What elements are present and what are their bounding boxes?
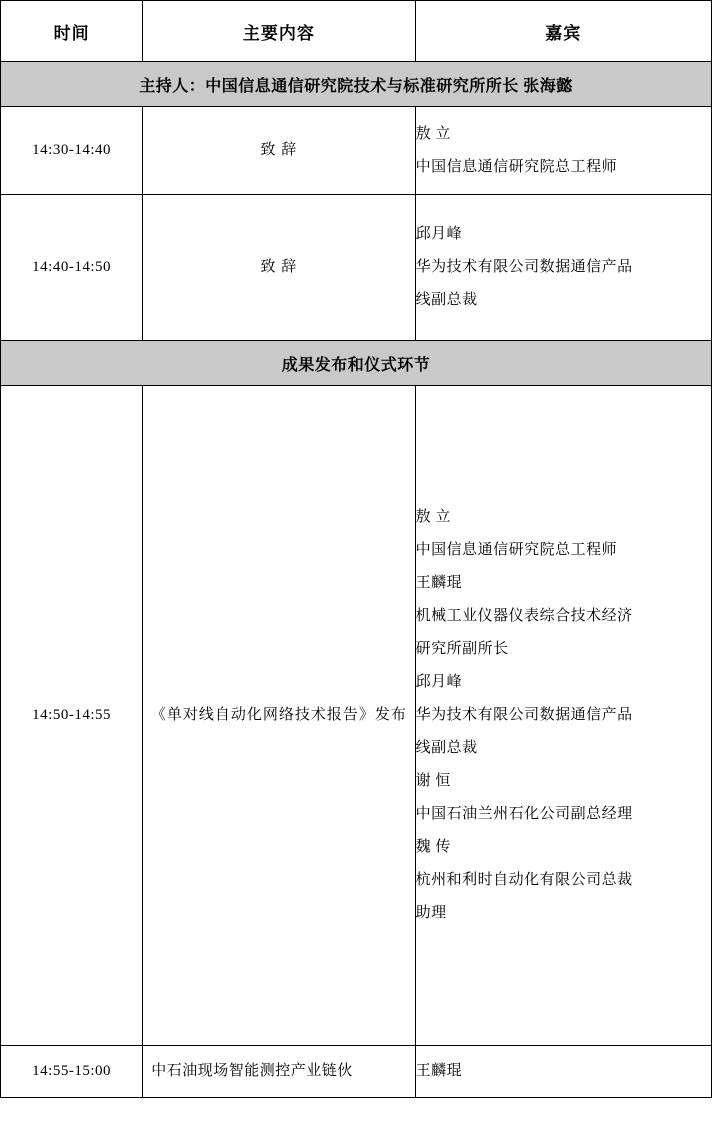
guest-line: 敖 立 bbox=[415, 509, 451, 525]
guest-line: 华为技术有限公司数据通信产品 bbox=[415, 707, 633, 723]
row-content: 《单对线自动化网络技术报告》发布 bbox=[143, 386, 415, 1046]
section-label-results: 成果发布和仪式环节 bbox=[1, 341, 712, 386]
guest-line: 助理 bbox=[415, 905, 447, 921]
guest-line: 杭州和利时自动化有限公司总裁 bbox=[415, 872, 633, 888]
section-row-host bbox=[1, 62, 712, 107]
table-header-row bbox=[1, 1, 712, 62]
row-time: 14:40-14:50 bbox=[1, 195, 143, 341]
table-row bbox=[1, 107, 712, 195]
column-header-time: 时间 bbox=[1, 1, 143, 62]
guest-line: 华为技术有限公司数据通信产品 bbox=[415, 259, 633, 275]
row-guest bbox=[415, 107, 711, 195]
table-row bbox=[1, 386, 712, 1046]
section-row-results bbox=[1, 341, 712, 386]
column-header-guest: 嘉宾 bbox=[415, 1, 711, 62]
guest-line: 中国石油兰州石化公司副总经理 bbox=[415, 806, 633, 822]
row-guest bbox=[415, 386, 711, 1046]
guest-line: 线副总裁 bbox=[415, 292, 478, 308]
section-label-host: 主持人：中国信息通信研究院技术与标准研究所所长 张海懿 bbox=[1, 62, 712, 107]
table-row bbox=[1, 1046, 712, 1098]
guest-line: 敖 立 bbox=[415, 125, 451, 142]
guest-line: 谢 恒 bbox=[415, 773, 451, 789]
guest-line: 魏 传 bbox=[415, 839, 451, 855]
row-content: 中石油现场智能测控产业链伙 bbox=[143, 1046, 415, 1098]
guest-line: 线副总裁 bbox=[415, 740, 478, 756]
row-time: 14:50-14:55 bbox=[1, 386, 143, 1046]
row-guest bbox=[415, 1046, 711, 1098]
row-content: 致 辞 bbox=[143, 107, 415, 195]
guest-line: 王麟琨 bbox=[415, 1063, 463, 1079]
table-row bbox=[1, 195, 712, 341]
guest-line: 中国信息通信研究院总工程师 bbox=[415, 158, 618, 175]
row-time: 14:30-14:40 bbox=[1, 107, 143, 195]
row-content: 致 辞 bbox=[143, 195, 415, 341]
row-time: 14:55-15:00 bbox=[1, 1046, 143, 1098]
column-header-content: 主要内容 bbox=[143, 1, 415, 62]
guest-line: 机械工业仪器仪表综合技术经济 bbox=[415, 608, 633, 624]
guest-line: 邱月峰 bbox=[415, 226, 463, 242]
guest-line: 研究所副所长 bbox=[415, 641, 509, 657]
row-guest bbox=[415, 195, 711, 341]
guest-line: 王麟琨 bbox=[415, 575, 463, 591]
guest-line: 邱月峰 bbox=[415, 674, 463, 690]
guest-line: 中国信息通信研究院总工程师 bbox=[415, 542, 618, 558]
